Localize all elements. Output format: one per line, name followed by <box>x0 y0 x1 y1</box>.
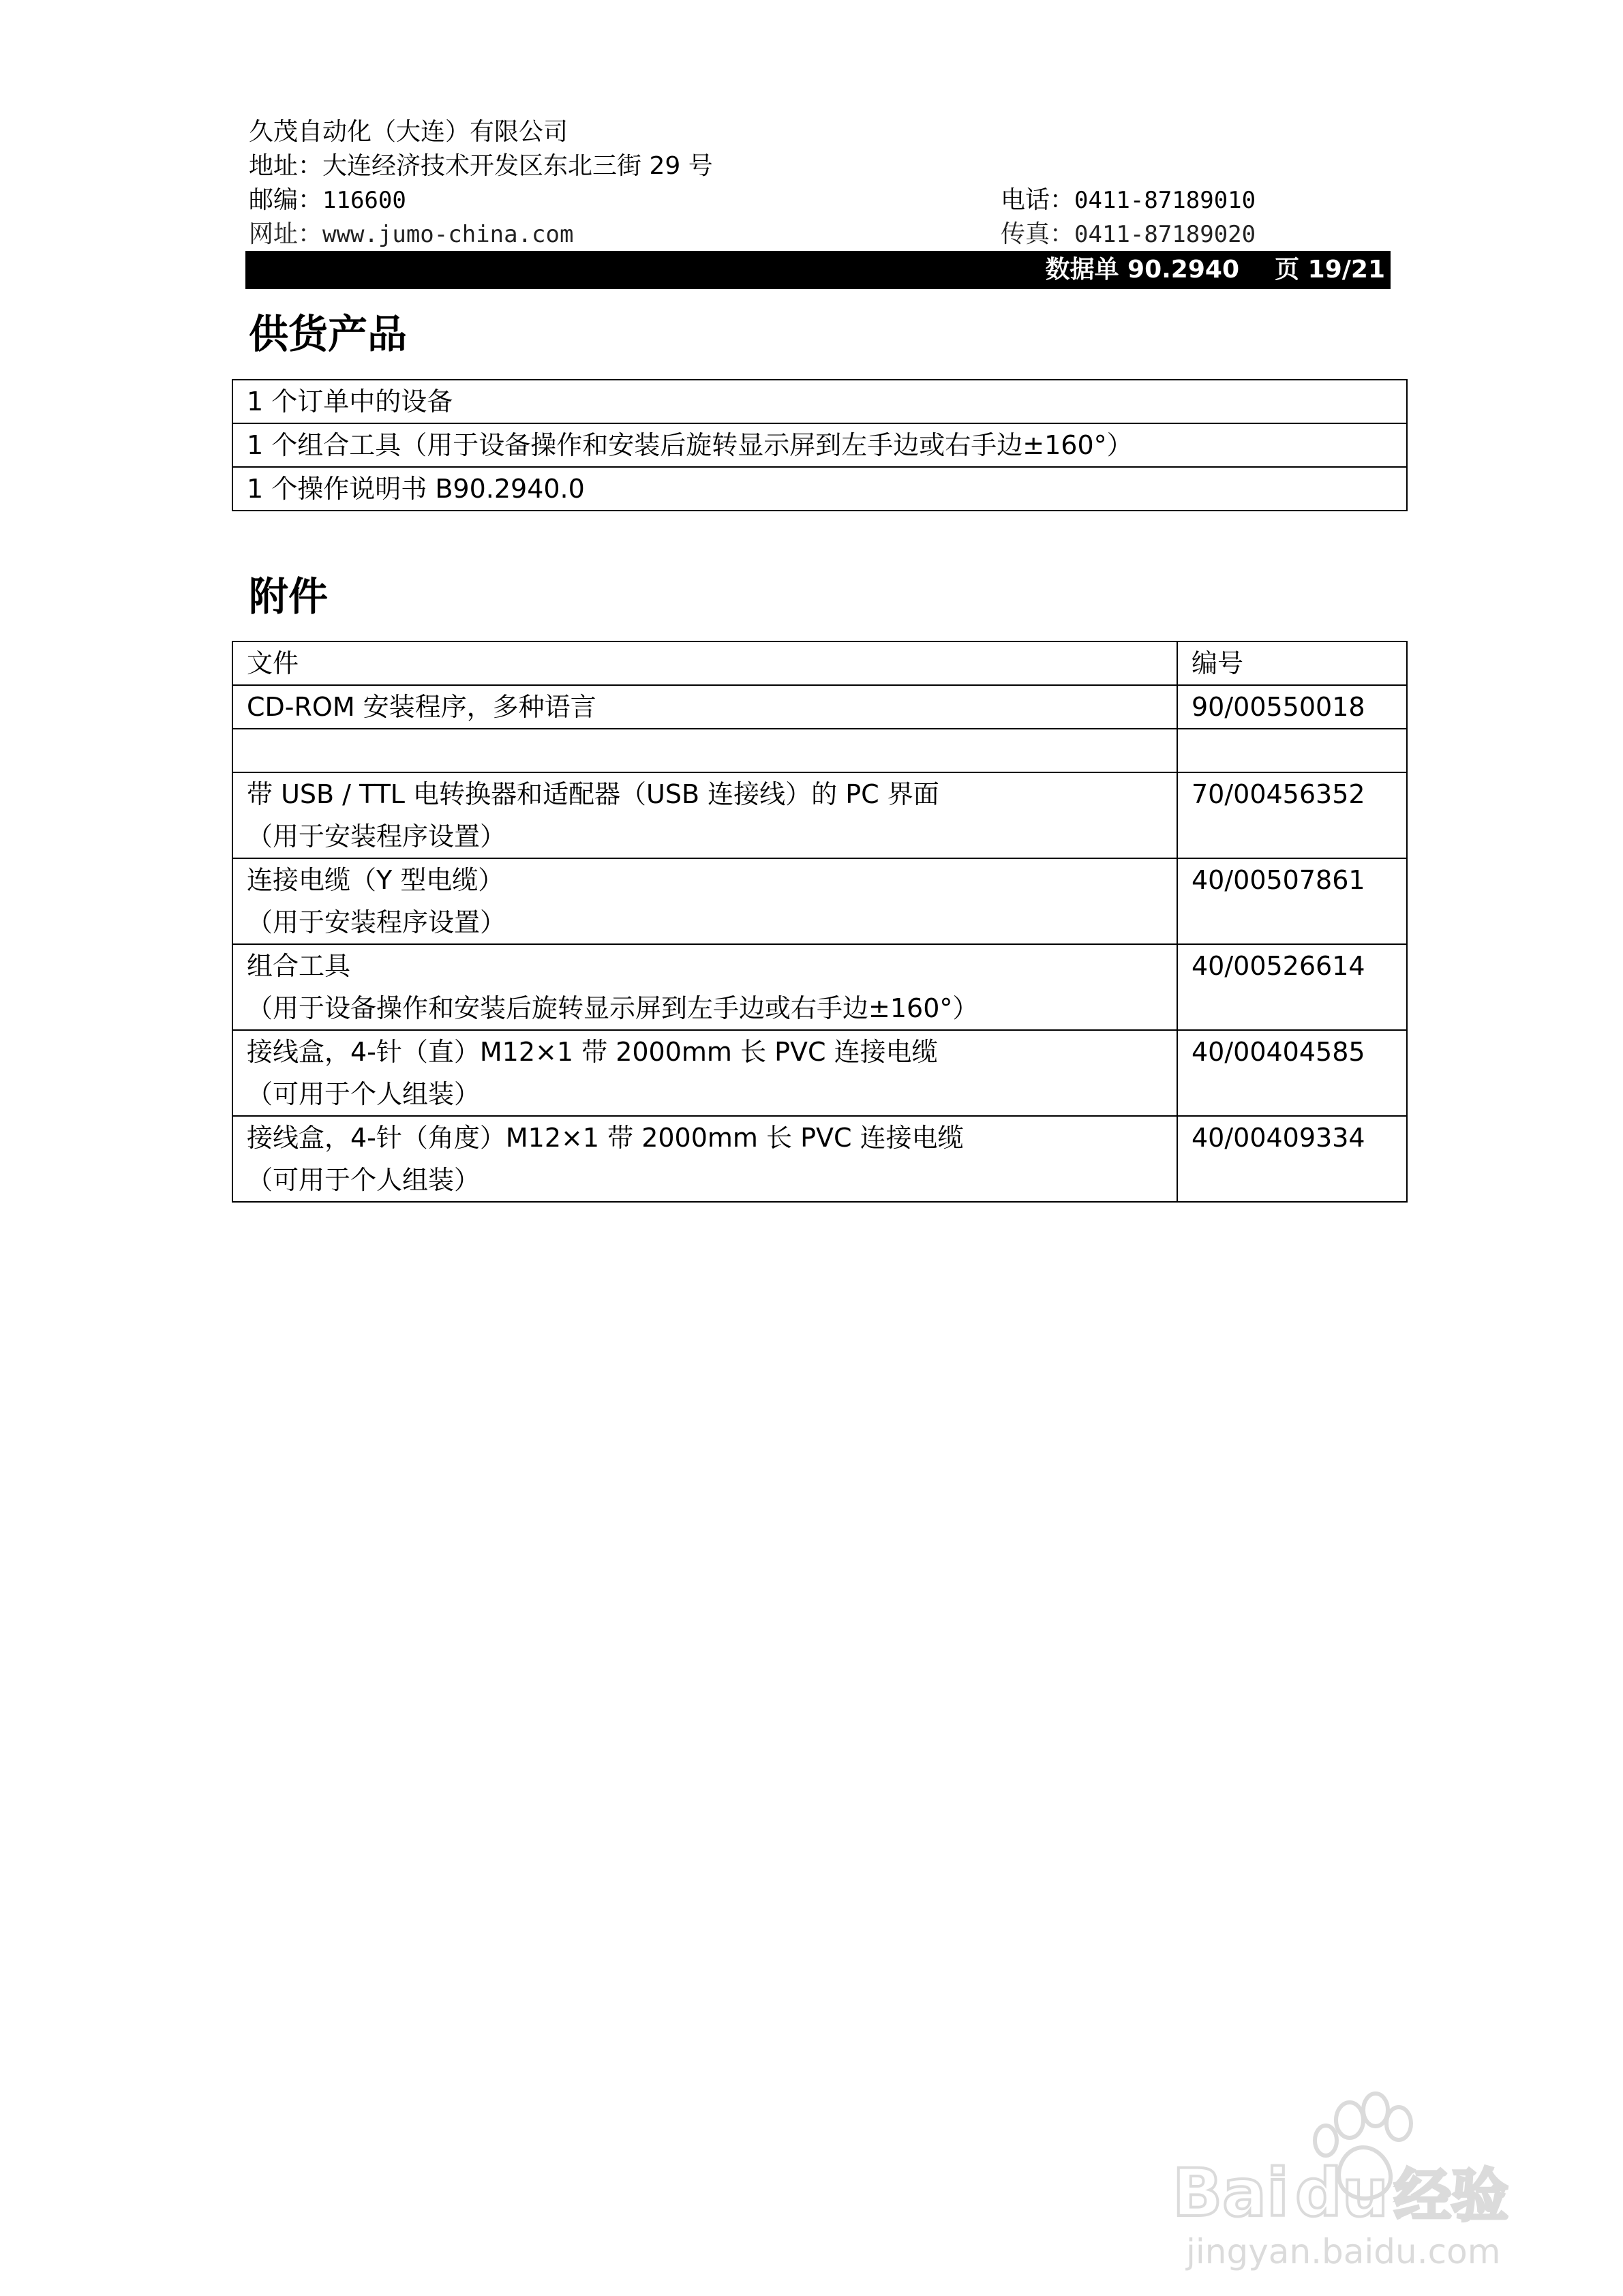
file-line1: 连接电缆（Y 型电缆） <box>247 865 504 895</box>
file-line1: 接线盒，4-针（角度）M12×1 带 2000mm 长 PVC 连接电缆 <box>247 1123 964 1153</box>
file-cell <box>232 1116 1177 1202</box>
file-cell <box>232 944 1177 1030</box>
company-address <box>249 151 713 181</box>
number-cell: 40/00404585 <box>1177 1030 1407 1116</box>
file-line2: （可用于个人组装） <box>247 1079 481 1109</box>
file-line1: 组合工具 <box>247 951 351 981</box>
table-cell: 1 个订单中的设备 <box>232 380 1407 423</box>
baidu-paw-icon <box>1159 2072 1541 2277</box>
company-fax <box>1001 220 1256 250</box>
svg-text:经验: 经验 <box>1394 2162 1509 2229</box>
table-row <box>232 467 1407 511</box>
number-cell <box>1177 729 1407 772</box>
number-cell: 40/00507861 <box>1177 858 1407 944</box>
zip-label: 邮编： <box>249 186 323 214</box>
web-label: 网址： <box>249 220 323 248</box>
svg-text:Bai: Bai <box>1172 2155 1289 2231</box>
datasheet-number: 数据单 90.2940 <box>1045 256 1239 284</box>
supply-heading: 供货产品 <box>249 311 408 357</box>
svg-text:du: du <box>1295 2155 1389 2231</box>
table-cell: 1 个操作说明书 B90.2940.0 <box>232 467 1407 511</box>
file-line2: （可用于个人组装） <box>247 1165 481 1195</box>
file-line1: 带 USB / TTL 电转换器和适配器（USB 连接线）的 PC 界面 <box>247 779 939 809</box>
header-bar <box>245 251 1391 289</box>
fax-value: 0411-87189020 <box>1074 221 1256 248</box>
file-cell <box>232 858 1177 944</box>
number-cell: 40/00526614 <box>1177 944 1407 1030</box>
file-line1: 接线盒，4-针（直）M12×1 带 2000mm 长 PVC 连接电缆 <box>247 1037 938 1067</box>
table-row <box>232 729 1407 772</box>
address-label: 地址： <box>249 152 323 180</box>
watermark-url: jingyan.baidu.com <box>1186 2232 1501 2271</box>
file-line1: CD-ROM 安装程序，多种语言 <box>247 692 596 722</box>
table-row <box>232 380 1407 423</box>
file-cell <box>232 772 1177 858</box>
column-header-file: 文件 <box>232 641 1177 685</box>
table-row <box>232 944 1407 1030</box>
number-cell: 90/00550018 <box>1177 685 1407 729</box>
table-header-row <box>232 641 1407 685</box>
company-name: 久茂自动化（大连）有限公司 <box>249 118 568 146</box>
column-header-number: 编号 <box>1177 641 1407 685</box>
file-cell <box>232 685 1177 729</box>
table-row <box>232 858 1407 944</box>
file-cell <box>232 729 1177 772</box>
phone-value: 0411-87189010 <box>1074 187 1256 214</box>
table-row <box>232 423 1407 467</box>
zip-value: 116600 <box>322 187 406 214</box>
company-website <box>249 220 573 250</box>
address-value: 大连经济技术开发区东北三街 29 号 <box>322 152 713 180</box>
fax-label: 传真： <box>1001 220 1075 248</box>
accessories-table <box>232 641 1408 1203</box>
table-row <box>232 772 1407 858</box>
web-value: www.jumo-china.com <box>322 221 574 248</box>
company-zip <box>249 185 406 215</box>
baidu-watermark <box>1159 2072 1541 2277</box>
table-row <box>232 1030 1407 1116</box>
number-cell: 40/00409334 <box>1177 1116 1407 1202</box>
supply-table <box>232 379 1408 511</box>
file-line2: （用于设备操作和安装后旋转显示屏到左手边或右手边±160°） <box>247 993 979 1023</box>
company-phone <box>1001 185 1256 215</box>
file-line2: （用于安装程序设置） <box>247 907 506 937</box>
number-cell: 70/00456352 <box>1177 772 1407 858</box>
table-cell: 1 个组合工具（用于设备操作和安装后旋转显示屏到左手边或右手边±160°） <box>232 423 1407 467</box>
phone-label: 电话： <box>1001 186 1075 214</box>
accessories-heading: 附件 <box>249 573 329 620</box>
file-line2: （用于安装程序设置） <box>247 821 506 851</box>
file-cell <box>232 1030 1177 1116</box>
table-row <box>232 685 1407 729</box>
table-row <box>232 1116 1407 1202</box>
page-number: 页 19/21 <box>1275 256 1385 284</box>
